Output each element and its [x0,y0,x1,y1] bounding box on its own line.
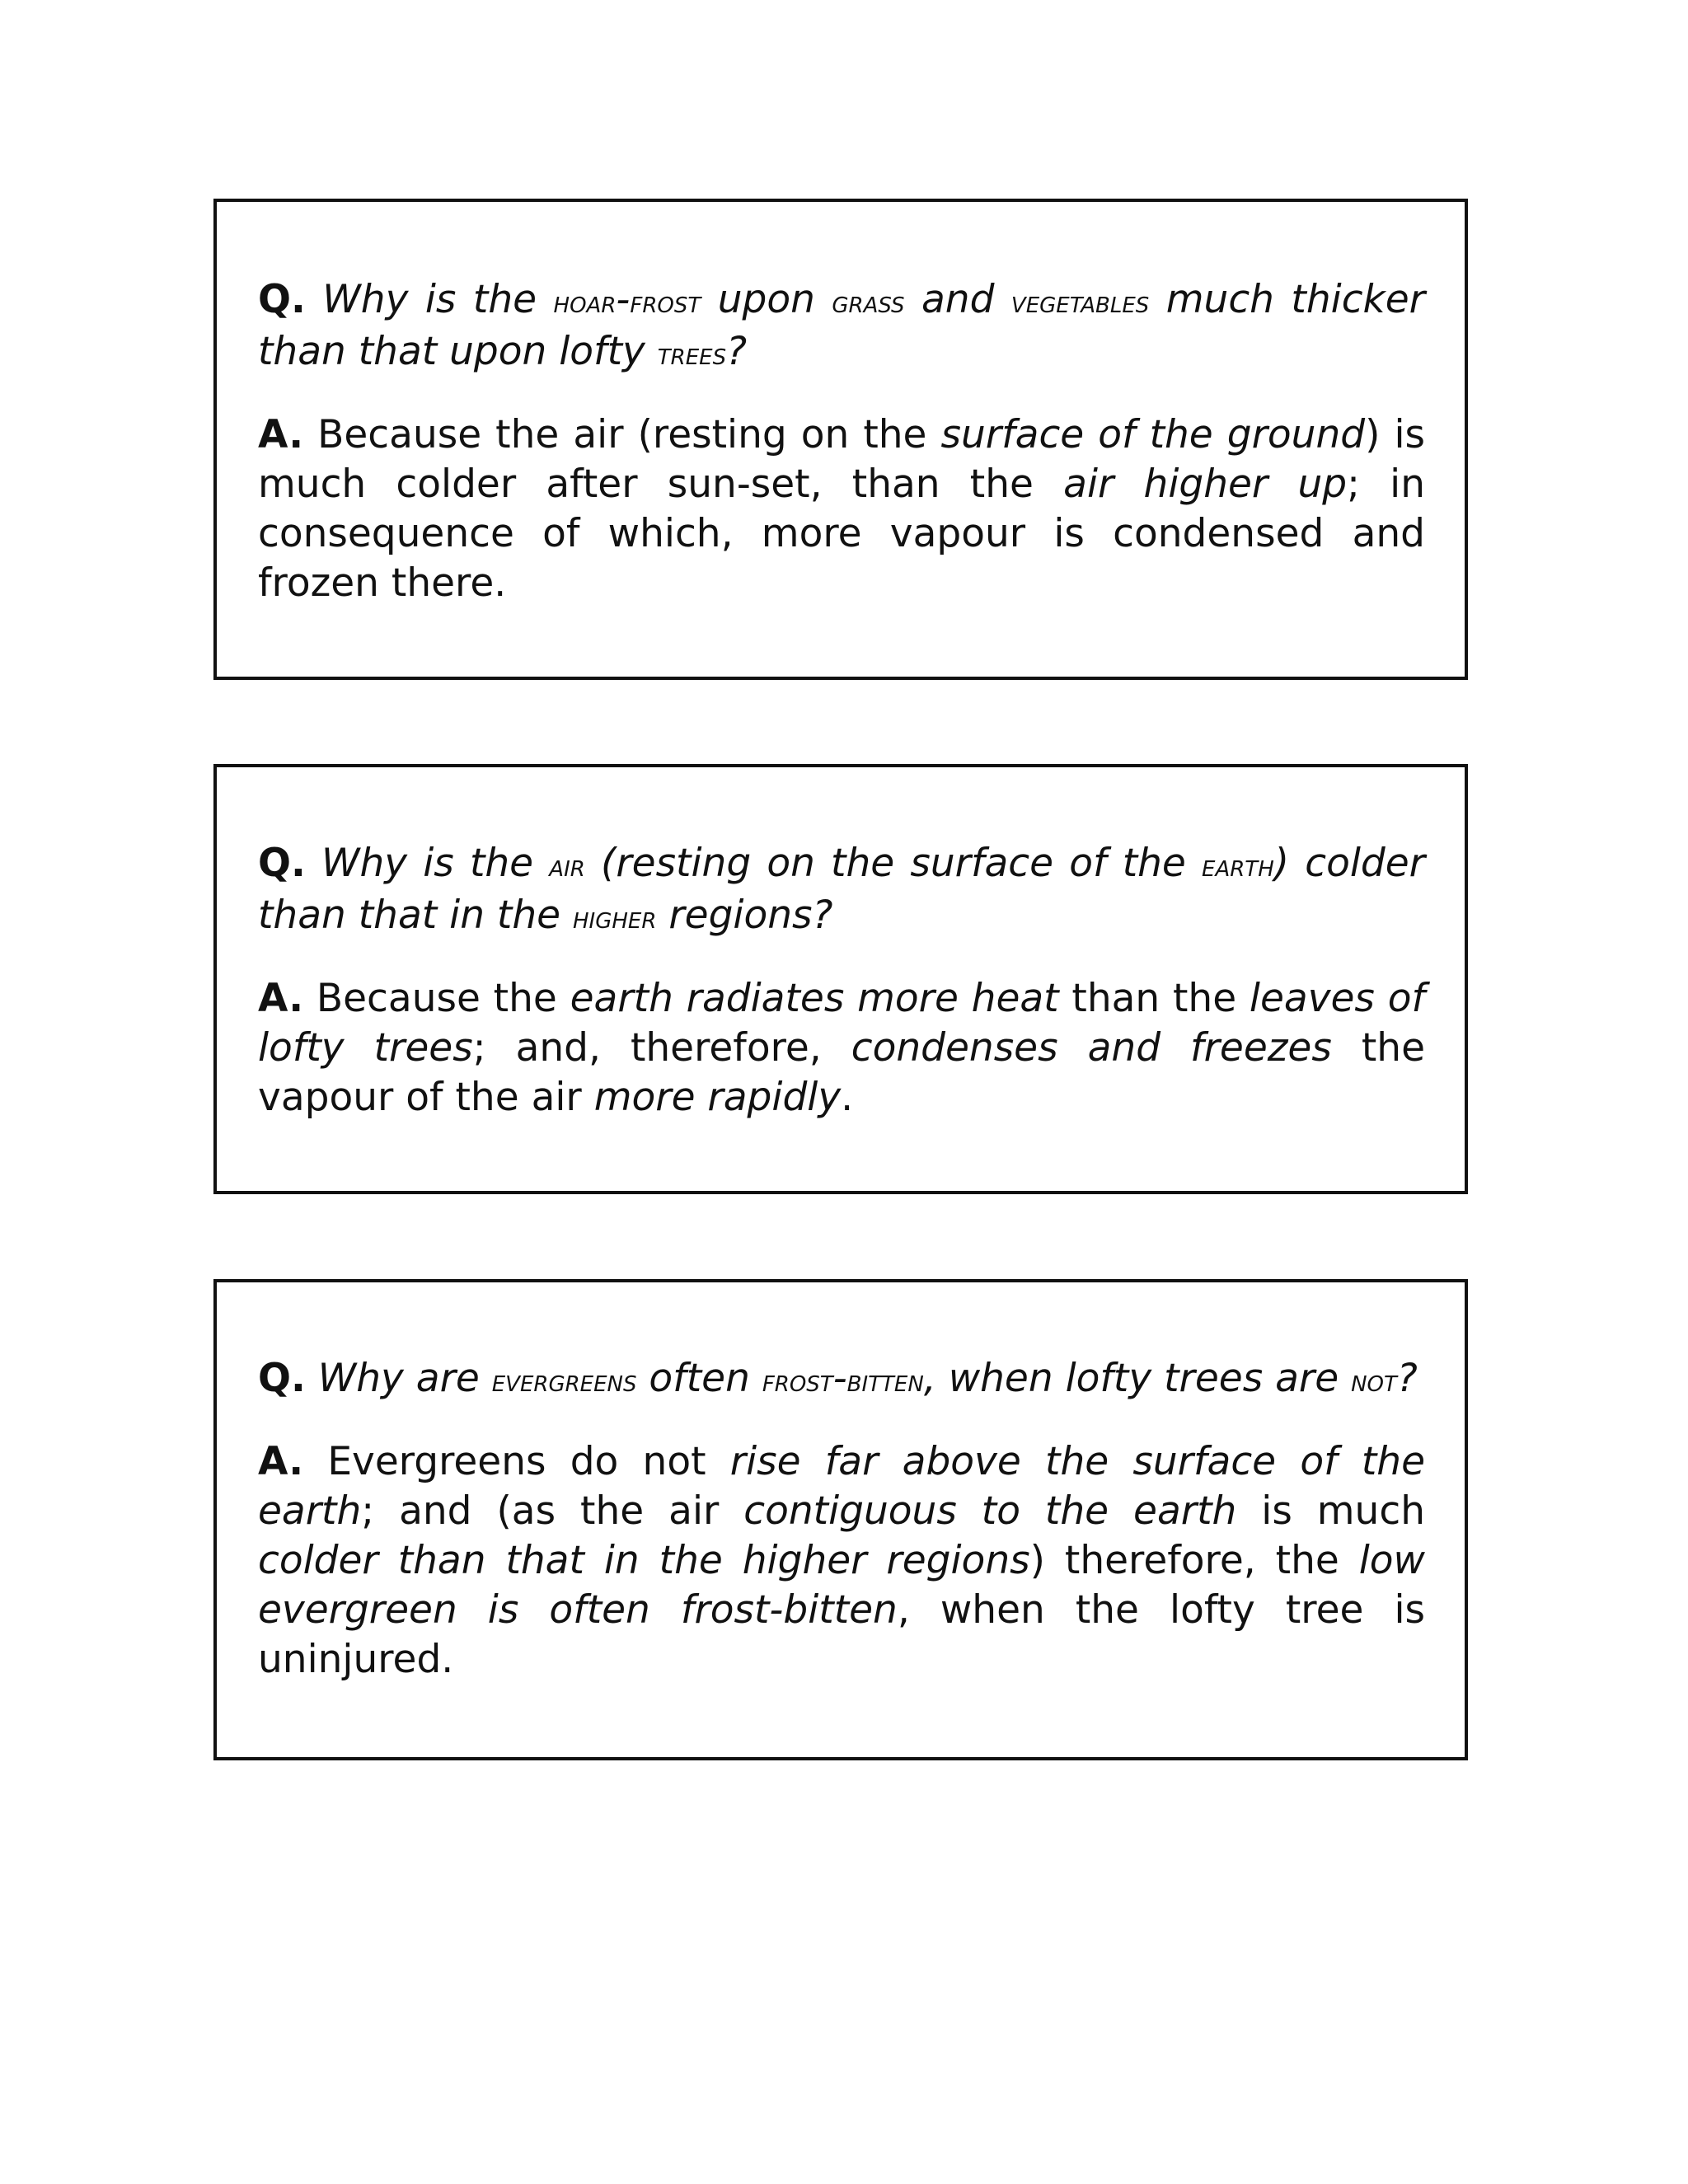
text-run: ) colder than that in the [258,841,1425,938]
text-run: , when lofty trees are [923,1356,1352,1401]
text-run: ? [1396,1356,1418,1401]
italic-run: condenses and freezes [851,1025,1332,1071]
text-run: and [904,277,1011,322]
small-caps-run: frost [630,284,701,320]
small-caps-run: hoar [553,284,617,320]
answer-label: A. [258,1439,304,1484]
answer-2 [258,974,1425,1122]
text-run: much thicker than that upon lofty [258,277,1426,374]
text-run: ; in consequence of which, more vapour is condensed and frozen there. [258,462,1425,606]
text-run: ) is much colder after sun-set, than the [258,412,1425,507]
small-caps-run: trees [657,336,727,372]
question-text [258,841,1425,938]
text-run: the vapour of the air [258,1025,1425,1120]
text-run: - [832,1356,847,1401]
answer-text [258,976,1425,1120]
italic-run: leaves of lofty trees [258,976,1426,1071]
small-caps-run: vegetables [1010,284,1150,320]
answer-label: A. [258,976,304,1021]
italic-run: colder than that in the higher regions [258,1538,1030,1583]
text-run: than the [1058,976,1250,1021]
answer-1 [258,410,1425,608]
answer-text [258,412,1425,606]
text-run: often [636,1356,762,1401]
qa-box-3 [213,1279,1468,1760]
small-caps-run: frost [762,1363,833,1399]
question-text [306,1356,1418,1401]
text-run: Because the air (resting on the [303,412,941,457]
text-run: Why is the [305,277,554,322]
italic-run: surface of the ground [940,412,1366,457]
italic-run: contiguous to the earth [743,1488,1237,1534]
text-run: regions? [656,893,833,938]
text-run: ) therefore, the [1029,1538,1359,1583]
small-caps-run: higher [573,900,657,935]
question-1 [258,275,1425,379]
small-caps-run: not [1351,1363,1397,1399]
text-run: Evergreens do not [303,1439,730,1484]
text-run: ; and (as the air [361,1488,744,1534]
small-caps-run: bitten [846,1363,924,1399]
answer-label: A. [258,412,304,457]
qa-box-1 [213,199,1468,680]
question-text [258,277,1425,374]
question-label: Q. [258,277,306,322]
answer-3 [258,1437,1425,1685]
small-caps-run: grass [832,284,905,320]
text-run: Why are [305,1356,492,1401]
text-run: ? [726,329,748,374]
text-run: upon [701,277,832,322]
italic-run: more rapidly [593,1075,842,1120]
small-caps-run: earth [1202,848,1274,883]
question-label: Q. [258,1356,306,1401]
small-caps-run: air [549,848,585,883]
text-run: - [616,277,631,322]
question-label: Q. [258,841,306,886]
text-run: Because the [303,976,570,1021]
italic-run: rise far above the surface of the earth [258,1439,1425,1534]
text-run: . [841,1075,854,1120]
text-run: ; and, therefore, [472,1025,851,1071]
text-run: (resting on the surface of the [584,841,1203,886]
question-2 [258,839,1425,943]
italic-run: low evergreen is often frost-bitten [258,1538,1425,1633]
italic-run: earth radiates more heat [570,976,1059,1021]
italic-run: air higher up [1063,462,1348,507]
text-run: , when the lofty tree is uninjured. [258,1587,1425,1682]
qa-box-2 [213,764,1468,1194]
question-3 [258,1354,1425,1406]
small-caps-run: evergreens [491,1363,637,1399]
text-run: Why is the [305,841,550,886]
answer-text [258,1439,1425,1682]
text-run: is much [1236,1488,1425,1534]
